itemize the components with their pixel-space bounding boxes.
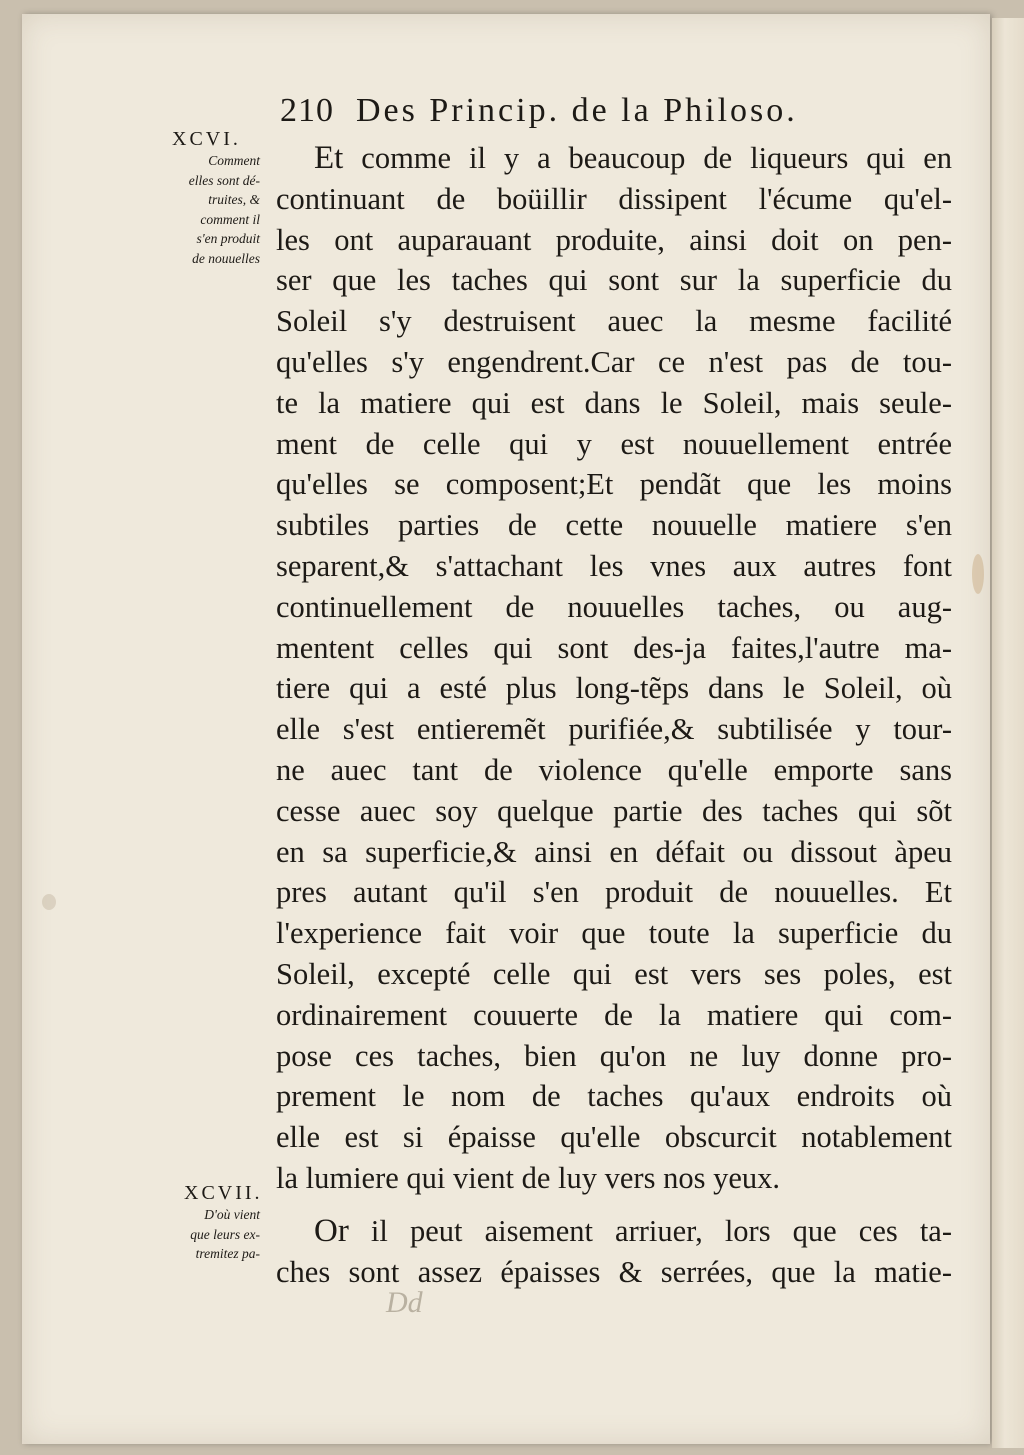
marginal-line: Comment bbox=[208, 153, 260, 168]
text-line: Or il peut aisement arriuer, lors que ces ta- bbox=[314, 1212, 952, 1249]
catchword: Dd bbox=[386, 1286, 423, 1319]
marginal-line: s'en produit bbox=[196, 231, 260, 246]
text-line: separent,& s'attachant les vnes aux autres font bbox=[276, 548, 952, 583]
text-line: Et comme il y a beaucoup de liqueurs qui en bbox=[314, 140, 953, 176]
marginal-line: tremitez pa- bbox=[195, 1246, 260, 1261]
text-line: ne auec tant de violence qu'elle emporte sans bbox=[276, 752, 952, 787]
text-line: elle est si épaisse qu'elle obscurcit notablement bbox=[276, 1120, 952, 1155]
text-line: pres autant qu'il s'en produit de nouuelles. Et bbox=[276, 875, 952, 910]
text-line: continuellement de nouuelles taches, ou aug- bbox=[276, 589, 952, 624]
text-line: ches sont assez épaisses & serrées, que la matie- bbox=[276, 1254, 952, 1289]
text-line: qu'elles se composent;Et pendãt que les moins bbox=[276, 467, 952, 502]
marginal-line: elles sont dé- bbox=[188, 172, 260, 188]
text-line: te la matiere qui est dans le Soleil, mais seule- bbox=[276, 385, 952, 420]
paper-stain bbox=[42, 894, 56, 910]
text-line: cesse auec soy quelque partie des taches qui sõt bbox=[276, 793, 952, 828]
text-line: tiere qui a esté plus long-tẽps dans le Soleil, où bbox=[276, 671, 952, 706]
text-line: Soleil s'y destruisent auec la mesme facilité bbox=[276, 304, 952, 339]
text-line: qu'elles s'y engendrent.Car ce n'est pas de tou- bbox=[276, 344, 952, 379]
page-number: 210 bbox=[280, 92, 334, 129]
article-number: XCVII. bbox=[184, 1182, 263, 1204]
marginal-line: que leurs ex- bbox=[190, 1226, 260, 1242]
running-head bbox=[280, 92, 960, 130]
text-line: ser que les taches qui sont sur la superficie du bbox=[276, 263, 952, 298]
text-line: la lumiere qui vient de luy vers nos yeux. bbox=[276, 1160, 780, 1195]
article-number: XCVI. bbox=[172, 128, 241, 150]
marginal-line: D'où vient bbox=[204, 1207, 260, 1222]
body-text bbox=[276, 138, 952, 1292]
marginal-line: de nouuelles bbox=[192, 250, 260, 266]
marginal-line: truites, & bbox=[208, 192, 260, 207]
text-line: ordinairement couuerte de la matiere qui com- bbox=[276, 997, 952, 1032]
text-line: continuant de boüillir dissipent l'écume qu'el- bbox=[276, 181, 952, 216]
text-line: l'experience fait voir que toute la superficie du bbox=[276, 916, 952, 951]
running-title: Des Princip. de la Philoso. bbox=[356, 92, 798, 129]
drop-word: Et bbox=[314, 140, 344, 176]
text-line: en sa superficie,& ainsi en défait ou dissout àpeu bbox=[276, 834, 952, 869]
text-line: ment de celle qui y est nouuellement entrée bbox=[276, 426, 952, 461]
text-line: mentent celles qui sont des-ja faites,l'autre ma- bbox=[276, 630, 952, 665]
paper-stain bbox=[972, 554, 984, 594]
marginal-note-96 bbox=[164, 128, 260, 268]
text-line: prement le nom de taches qu'aux endroits où bbox=[276, 1079, 952, 1114]
drop-word: Or bbox=[314, 1212, 349, 1249]
text-line: subtiles parties de cette nouuelle matiere s'en bbox=[276, 508, 952, 543]
text-line: pose ces taches, bien qu'on ne luy donne pro- bbox=[276, 1038, 952, 1073]
text-line: elle s'est entieremẽt purifiée,& subtilisée y tour- bbox=[276, 712, 952, 747]
next-page-edge bbox=[992, 18, 1024, 1448]
marginal-note-97 bbox=[164, 1182, 263, 1264]
text-line: Soleil, excepté celle qui est vers ses poles, est bbox=[276, 956, 952, 991]
text-line: les ont auparauant produite, ainsi doit on pen- bbox=[276, 222, 952, 257]
marginal-line: comment il bbox=[200, 211, 260, 227]
